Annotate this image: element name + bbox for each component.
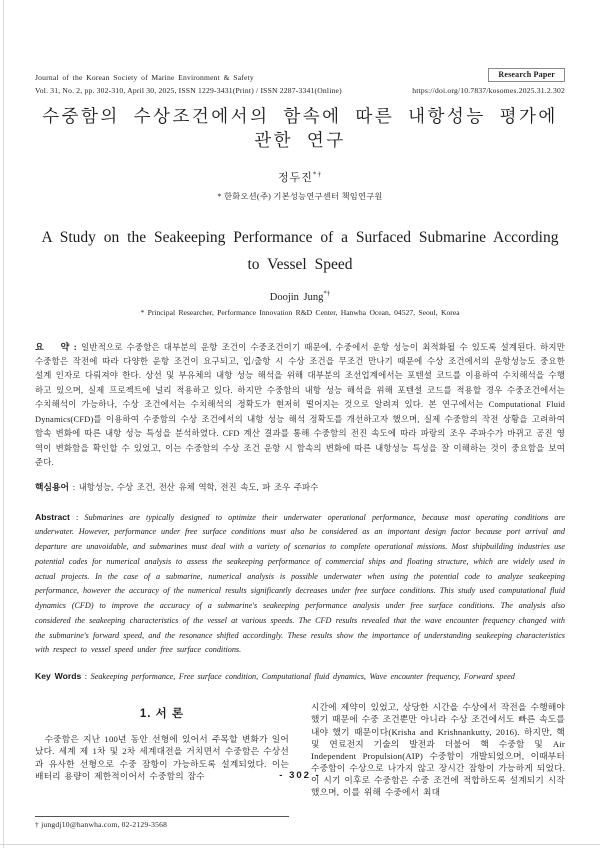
right-column-paragraph: 시간에 제약이 있었고, 상당한 시간을 수상에서 작전을 수행해야 했기 때문에 수중 조건뿐만 아니라 수상 조건에서도 빠른 속도를 내야 했기 때문이다(Krisha and Krishnankutty, 2016). 하지만, 핵 및 연료전지 기술의 발전과 더불어 핵 수중함 및 Air Independent Propulsion(AIP) 수중함이 개발되었으며, 이때부터 수중함이 수상으로 나가지 않고 장시간 잠항이 가능하게 되었다. 이 시기 이후로 수중함은 수중 조건에 적합하도록 설계되기 시작했으며, 이를 위해 수중에서 최대 <box>311 702 565 798</box>
left-column-paragraph: 수중함은 지난 100년 동안 선형에 있어서 주목할 변화가 일어났다. 세계 제 1차 및 2차 세계대전을 거치면서 수중함은 수상선과 유사한 선형으로 수중 잠항이 가능하도록 설계되었다. 이는 배터리 용량이 제한적이어서 수중함의 잠수 <box>35 734 289 781</box>
journal-name: Journal of the Korean Society of Marine Environment & Safety <box>35 73 254 82</box>
header-row-2 <box>35 86 565 95</box>
scan-edge-left <box>3 0 4 848</box>
english-keywords-label: Key Words <box>35 671 82 682</box>
english-affiliation: * Principal Researcher, Performance Innovation R&D Center, Hanwha Ocean, 04527, Seoul, Korea <box>140 307 460 317</box>
korean-keywords-text: 내항성능, 수상 조건, 전산 유체 역학, 전진 속도, 파 조우 주파수 <box>78 482 319 492</box>
left-column <box>35 701 289 830</box>
korean-keywords <box>35 480 565 493</box>
english-author-name: Doojin Jung <box>269 291 324 303</box>
korean-author-name: 정두진 <box>277 172 313 185</box>
corresponding-author-footnote: † jungdj10@hanwha.com, 02-2129-3568 <box>35 816 289 829</box>
issue-line: Vol. 31, No. 2, pp. 302-310, April 30, 2025, ISSN 1229-3431(Print) / ISSN 2287-3341(Online) <box>35 86 342 95</box>
korean-title: 수중함의 수상조건에서의 함속에 따른 내항성능 평가에 관한 연구 <box>42 106 558 150</box>
scan-edge-bottom <box>0 844 600 845</box>
header-row-1 <box>35 68 565 82</box>
english-author-superscript: *† <box>323 290 331 297</box>
english-keywords-text: Seakeeping performance, Free surface condition, Computational fluid dynamics, Wave encounter frequency, Forward speed <box>90 672 515 682</box>
korean-abstract <box>35 340 565 471</box>
korean-keywords-label: 핵심용어 <box>35 481 69 492</box>
right-column <box>311 701 565 825</box>
korean-affiliation: * 한화오션(주) 기본성능연구센터 책임연구원 <box>217 192 383 202</box>
english-author <box>35 292 565 303</box>
doi-text: https://doi.org/10.7837/kosomes.2025.31.2.302 <box>412 86 565 95</box>
english-title: A Study on the Seakeeping Performance of a Surfaced Submarine According to Vessel Speed <box>41 229 559 274</box>
english-keywords <box>35 671 565 681</box>
korean-abstract-text: 일반적으로 수중함은 대부분의 운항 조건이 수중조건이기 때문에, 수중에서 운항 성능이 최적화될 수 있도록 설계된다. 하지만 수중함은 작전에 따라 다양한 운항 조건이 요구되고, 입/출항 시 수상 조건을 무조건 만나기 때문에 수상 조건에서의 운항성능도 중요한 설계 인자로 다뤄져야 한다. 상선 및 부유체의 내항 성능 해석을 위해 대부분의 조선업계에서는 포텐셜 코드를 이용하여 수치해석을 수행하고 있으며, 실제 프로젝트에 널리 적용하고 있다. 하지만 수중함의 내항 성능 해석을 위해 포텐셜 코드를 적용할 경우 수중조건에서는 수치해석이 가능하나, 수상 조건에서는 수치해석의 정확도가 현저히 떨어지는 것으로 알려져 있다. 본 연구에서는 Computational Fluid Dynamics(CFD)를 이용하여 수중함의 수상 조건에서의 내항 성능 해석 정확도를 개선하고자 했으며, 실제 수중함의 작전 상황을 고려하여 함속 변화에 따른 내항 성능 특성을 분석하였다. CFD 계산 결과를 통해 수중함의 전진 속도에 따라 파랑의 조우 주파수가 바뀌고 공진 영역이 변화함을 확인할 수 있었고, 이는 수중함의 수상 조건 운항 시 함속의 변화에 따른 내항성능 특성을 잘 이해하는 것이 중요함을 보여준다. <box>35 342 565 468</box>
english-abstract-text: Submarines are typically designed to optimize their underwater operational performance, because most operating conditions are underwater. However, performance under free surface conditions must also be considered as an important design factor because port arrival and departure are unavoidable, and submarines must deal with a variety of scenarios to complete operational missions. Most shipbuilding industries use potential codes for numerical analysis to assess the seakeeping performance of commercial ships and floating structure, which are widely used in actual projects. In the case of a submarine, numerical analysis is possible underwater when using the potential code to analyze seakeeping performance, however the accuracy of the numerical results significantly decreases under free surface conditions. This study used computational fluid dynamics (CFD) to improve the accuracy of a submarine's seakeeping performance analysis under free surface conditions. The analysis also considered the seakeeping characteristics of the vessel at various speeds. The CFD results revealed that the wave encounter frequency changed with the submarine's forward speed, and the resonance shifted accordingly. These results show the importance of understanding seakeeping characteristics with respect to vessel speed under free surface conditions. <box>35 512 565 655</box>
korean-author <box>35 169 565 185</box>
page-content <box>35 68 565 830</box>
section-1-heading: 1. 서 론 <box>139 708 185 721</box>
research-paper-badge: Research Paper <box>488 68 565 82</box>
english-abstract-label: Abstract <box>35 511 70 522</box>
english-keywords-sep: : <box>81 672 91 682</box>
page-number: - 302 - <box>279 770 321 781</box>
korean-keywords-sep: : <box>69 482 79 492</box>
korean-author-superscript: *† <box>312 170 323 179</box>
korean-abstract-label: 요 약 : <box>35 341 82 352</box>
english-abstract-sep: : <box>69 512 85 522</box>
body-columns <box>35 701 565 830</box>
english-abstract <box>35 510 565 659</box>
